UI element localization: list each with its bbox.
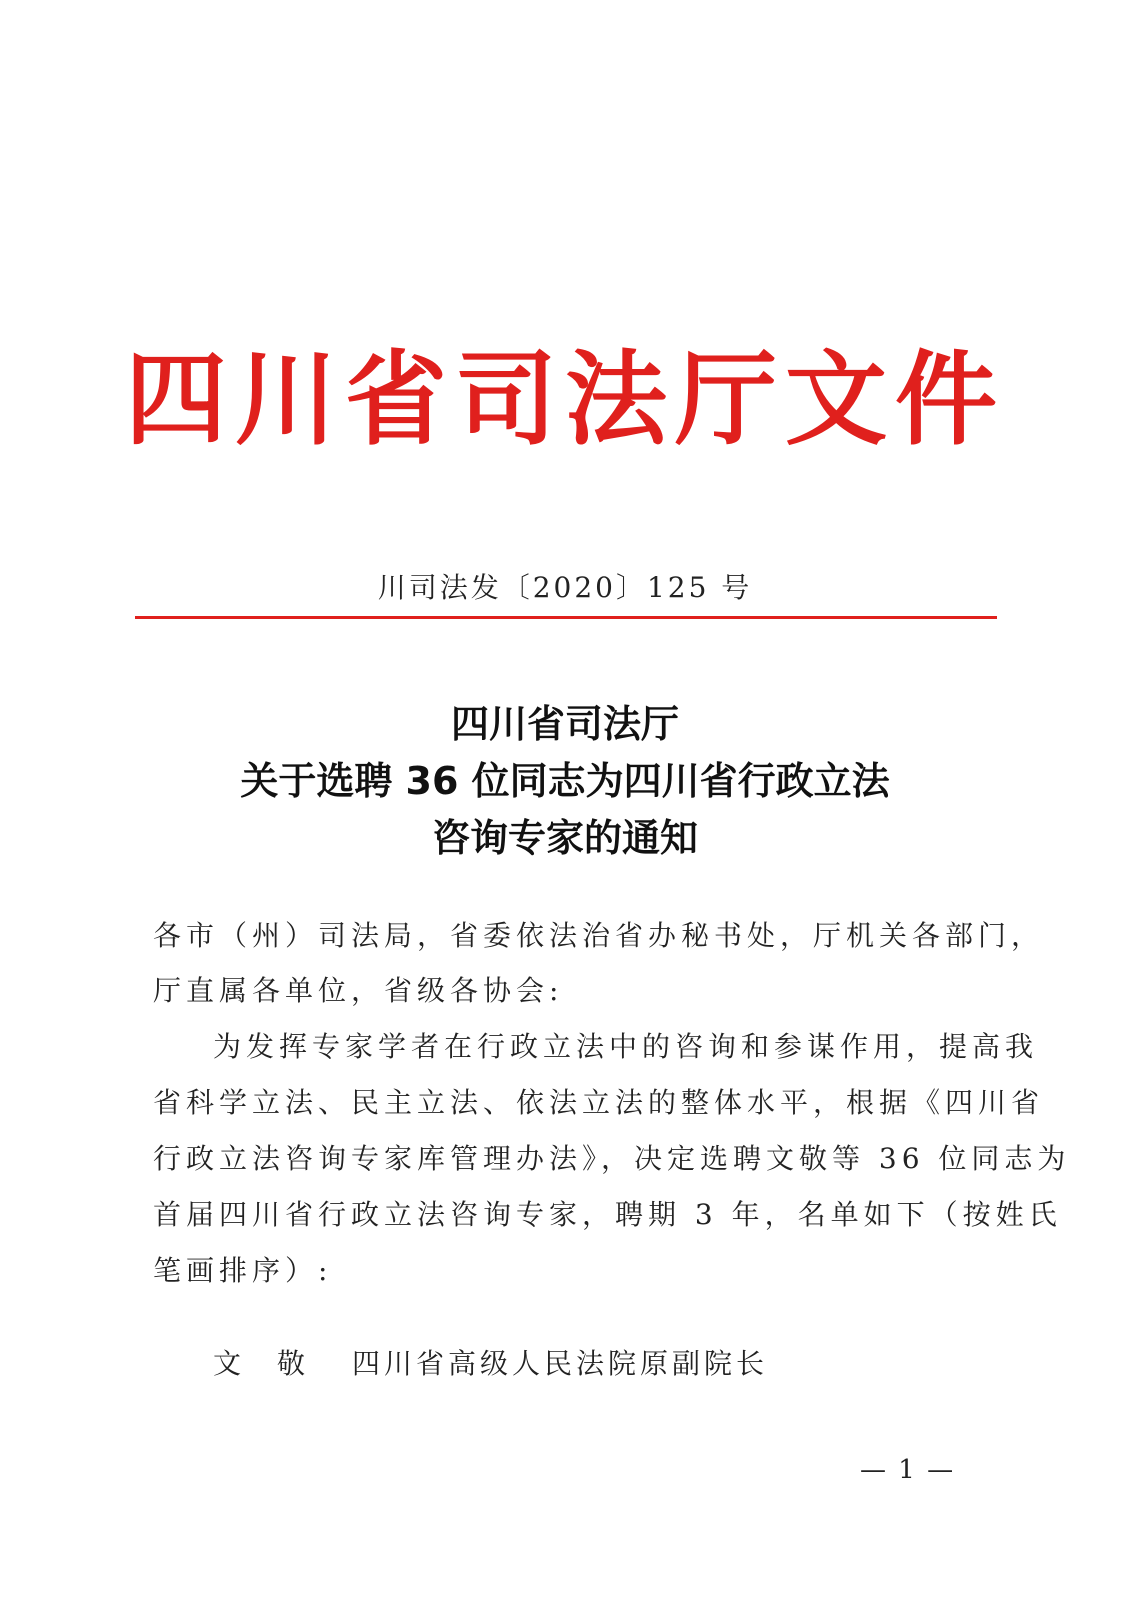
notice-title-line-2: 关于选聘 36 位同志为四川省行政立法 (240, 759, 890, 803)
list-item-role: 四川省高级人民法院原副院长 (352, 1347, 769, 1380)
paragraph-line-3: 行政立法咨询专家库管理办法》，决定选聘文敬等 36 位同志为 (153, 1142, 1071, 1175)
red-divider-line (135, 616, 997, 619)
notice-title-line-3: 咨询专家的通知 (431, 816, 698, 860)
paragraph-line-2: 省科学立法、民主立法、依法立法的整体水平，根据《四川省 (153, 1086, 1045, 1119)
document-number: 川司法发〔2020〕125 号 (377, 571, 753, 604)
addressee-line-2: 厅直属各单位，省级各协会: (153, 974, 564, 1007)
paragraph-line-5: 笔画排序）: (153, 1254, 333, 1287)
notice-title-line-1: 四川省司法厅 (450, 702, 679, 746)
masthead-title: 四川省司法厅文件 (125, 341, 1005, 460)
paragraph-line-1: 为发挥专家学者在行政立法中的咨询和参谋作用，提高我 (213, 1030, 1039, 1063)
addressee-line-1: 各市（州）司法局，省委依法治省办秘书处，厅机关各部门， (153, 919, 1045, 952)
paragraph-line-4: 首届四川省行政立法咨询专家，聘期 3 年，名单如下（按姓氏 (153, 1198, 1062, 1231)
page-number: — 1 — (860, 1455, 956, 1485)
list-item-name: 文敬 (213, 1347, 342, 1380)
